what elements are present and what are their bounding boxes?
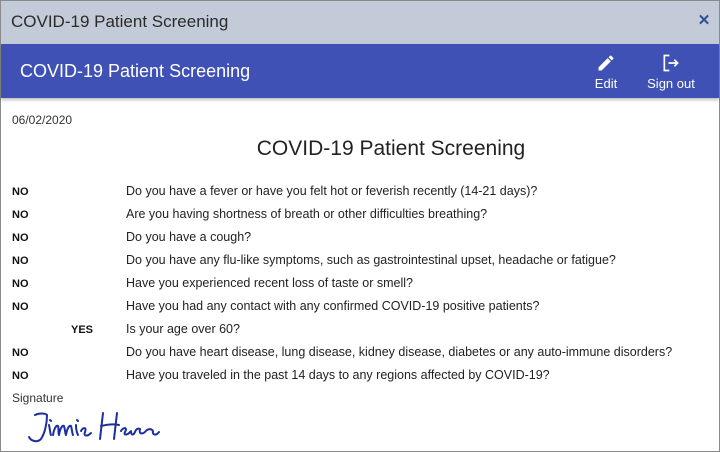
screening-date: 06/02/2020 <box>12 113 73 127</box>
window-title: COVID-19 Patient Screening <box>11 12 229 31</box>
question-row <box>1 250 719 273</box>
pencil-icon <box>596 53 616 73</box>
question-text: Is your age over 60? <box>126 322 240 336</box>
answer-value: NO <box>12 255 29 267</box>
answer-value: NO <box>12 347 29 359</box>
sign-out-button[interactable] <box>643 53 699 91</box>
question-row <box>1 181 719 204</box>
question-row <box>1 365 719 388</box>
question-row <box>1 296 719 319</box>
answer-value: NO <box>12 278 29 290</box>
question-text: Do you have any flu-like symptoms, such as gastrointestinal upset, headache or fatigue? <box>126 253 616 267</box>
answer-value: YES <box>71 324 94 336</box>
question-text: Do you have heart disease, lung disease, kidney disease, diabetes or any auto-immune disorders? <box>126 345 673 359</box>
question-row <box>1 273 719 296</box>
question-row <box>1 227 719 250</box>
question-text: Are you having shortness of breath or other difficulties breathing? <box>126 207 488 221</box>
header-title: COVID-19 Patient Screening <box>20 61 251 81</box>
answer-value: NO <box>12 301 29 313</box>
question-text: Have you experienced recent loss of taste or smell? <box>126 276 413 290</box>
answer-value: NO <box>12 186 29 198</box>
edit-button[interactable] <box>591 53 621 91</box>
signature-image <box>25 407 165 447</box>
window-titlebar <box>1 1 719 44</box>
question-text: Have you had any contact with any confirmed COVID-19 positive patients? <box>126 299 540 313</box>
sign-out-icon <box>661 53 681 73</box>
question-row <box>1 319 719 342</box>
app-header <box>1 44 719 98</box>
question-row <box>1 204 719 227</box>
form-title: COVID-19 Patient Screening <box>256 137 526 160</box>
signature-label: Signature <box>12 391 64 405</box>
answer-value: NO <box>12 370 29 382</box>
edit-label: Edit <box>594 76 618 91</box>
question-text: Do you have a fever or have you felt hot or feverish recently (14-21 days)? <box>126 184 538 198</box>
question-list <box>1 181 719 388</box>
question-text: Do you have a cough? <box>126 230 252 244</box>
answer-value: NO <box>12 209 29 221</box>
question-row <box>1 342 719 365</box>
question-text: Have you traveled in the past 14 days to any regions affected by COVID-19? <box>126 368 550 382</box>
answer-value: NO <box>12 232 29 244</box>
close-icon[interactable]: ✕ <box>697 12 711 29</box>
sign-out-label: Sign out <box>647 76 695 91</box>
